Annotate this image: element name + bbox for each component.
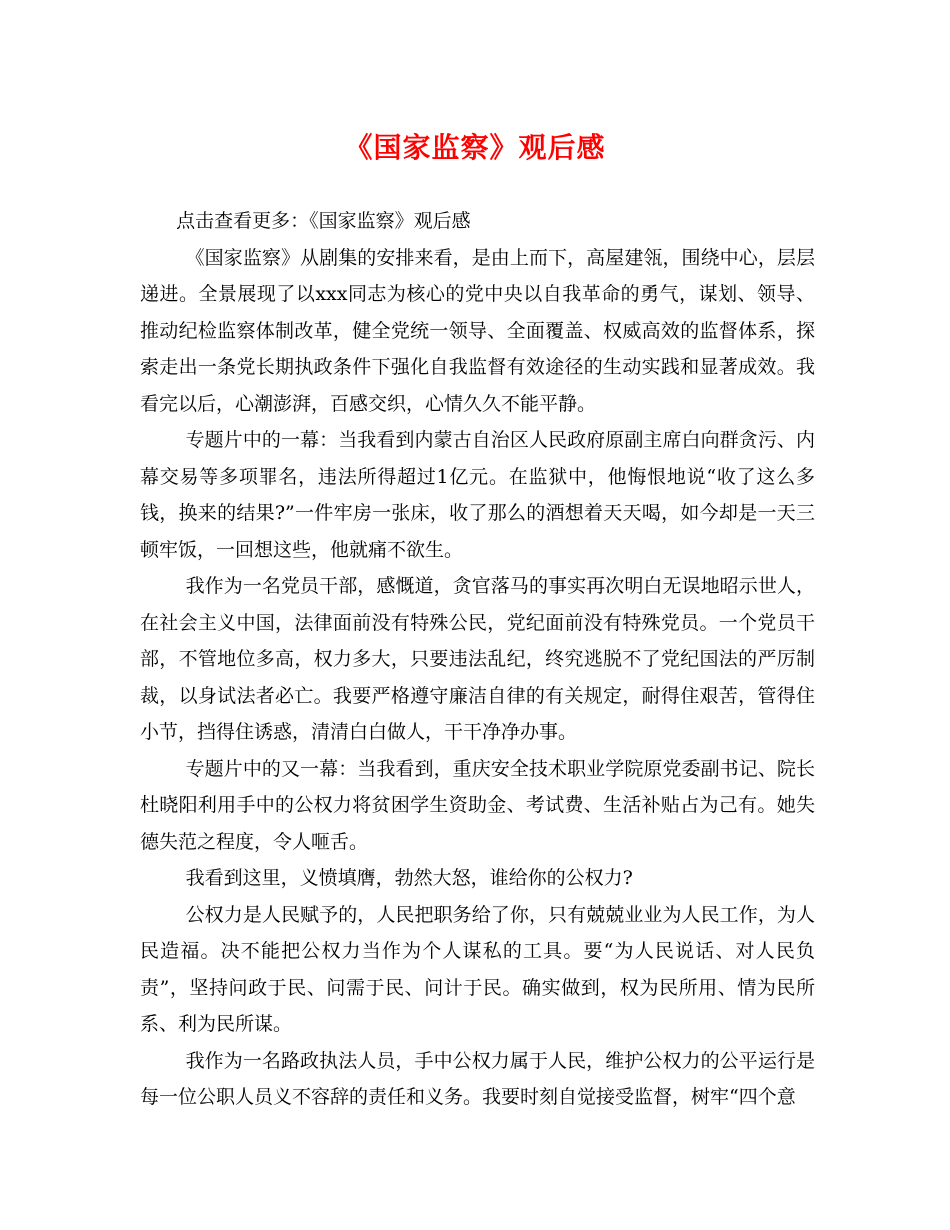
- paragraph: 我作为一名路政执法人员，手中公权力属于人民，维护公权力的公平运行是每一位公职人员义不容辞的责任和义务。我要时刻自觉接受监督，树牢“四个意: [140, 1049, 815, 1108]
- paragraph: 公权力是人民赋予的，人民把职务给了你，只有兢兢业业为人民工作，为人民造福。决不能把公权力当作为个人谋私的工具。要“为人民说话、对人民负责”，坚持问政于民、问需于民、问计于民。确实做到，权为民所用、情为民所系、利为民所谋。: [140, 903, 815, 1035]
- paragraph: 我看到这里，义愤填膺，勃然大怒，谁给你的公权力?: [185, 867, 633, 889]
- more-link-line[interactable]: 点击查看更多：《国家监察》观后感: [176, 210, 471, 232]
- document-title: 《国家监察》观后感: [344, 131, 606, 164]
- paragraph: 《国家监察》从剧集的安排来看，是由上而下，高屋建瓴，围绕中心，层层递进。全景展现了以xxx同志为核心的党中央以自我革命的勇气，谋划、领导、推动纪检监察体制改革，健全党统一领导、全面覆盖、权威高效的监督体系，探索走出一条党长期执政条件下强化自我监督有效途径的生动实践和显著成效。我看完以后，心潮澎湃，百感交织，心情久久不能平静。: [140, 246, 815, 415]
- paragraph: 专题片中的一幕：当我看到内蒙古自治区人民政府原副主席白向群贪污、内幕交易等多项罪名，违法所得超过1亿元。在监狱中，他悔恨地说“收了这么多钱，换来的结果?”一件牢房一张床，收了那么的酒想着天天喝，如今却是一天三顿牢饭，一回想这些，他就痛不欲生。: [140, 429, 815, 561]
- paragraph: 我作为一名党员干部，感慨道，贪官落马的事实再次明白无误地昭示世人，在社会主义中国，法律面前没有特殊公民，党纪面前没有特殊党员。一个党员干部，不管地位多高，权力多大，只要违法乱纪，终究逃脱不了党纪国法的严厉制裁，以身试法者必亡。我要严格遵守廉洁自律的有关规定，耐得住艰苦，管得住小节，挡得住诱惑，清清白白做人，干干净净办事。: [140, 575, 815, 743]
- paragraph: 专题片中的又一幕：当我看到，重庆安全技术职业学院原党委副书记、院长杜晓阳利用手中的公权力将贫困学生资助金、考试费、生活补贴占为己有。她失德失范之程度，令人咂舌。: [140, 757, 815, 853]
- document-body: [140, 203, 815, 1116]
